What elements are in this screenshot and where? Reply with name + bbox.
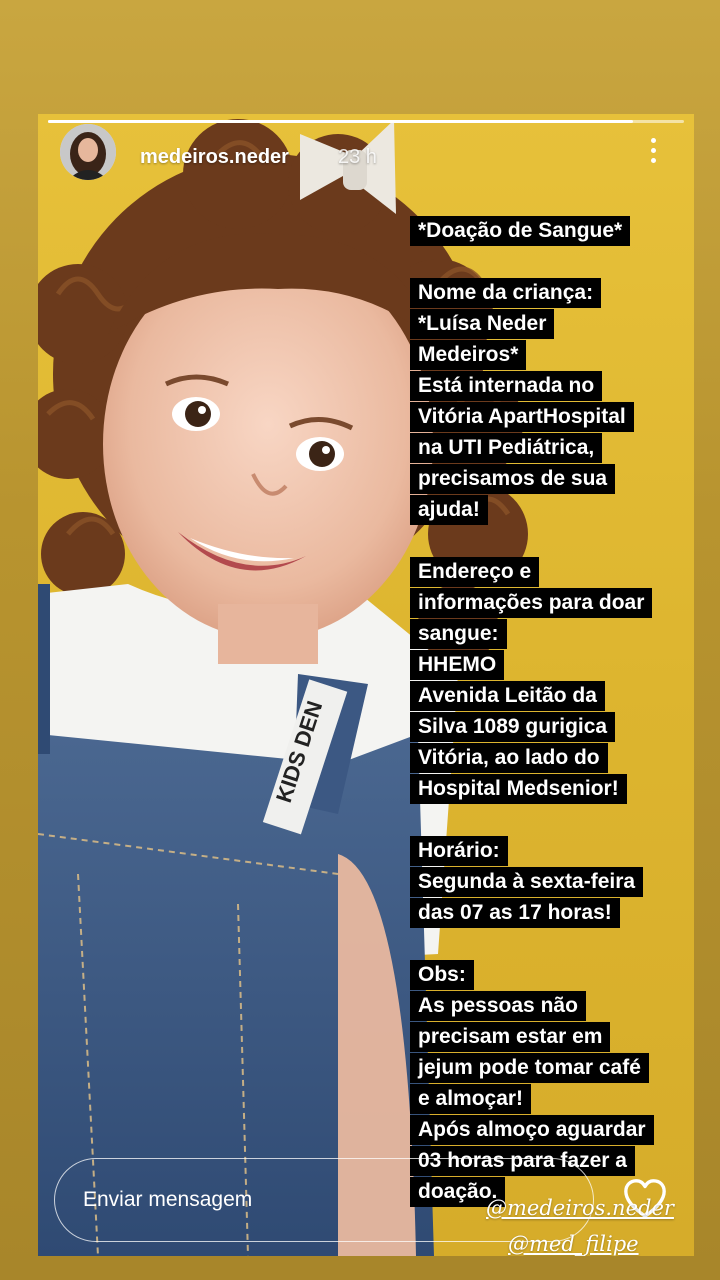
text-line: na UTI Pediátrica,: [410, 433, 602, 463]
text-line: ajuda!: [410, 495, 488, 525]
text-row: [410, 1115, 690, 1146]
mention-tag[interactable]: @med_filipe: [508, 1232, 639, 1256]
text-line: e almoçar!: [410, 1084, 531, 1114]
story-viewer[interactable]: [38, 114, 694, 1256]
text-row: [410, 1022, 690, 1053]
text-row: [410, 1053, 690, 1084]
text-row: [410, 557, 690, 588]
story-text: [410, 216, 690, 1208]
text-line: Vitória, ao lado do: [410, 743, 608, 773]
text-row: [410, 743, 690, 774]
more-options-button[interactable]: [638, 132, 668, 168]
text-gap: [410, 247, 690, 278]
text-line: Após almoço aguardar: [410, 1115, 654, 1145]
mention-tag[interactable]: @medeiros.neder: [486, 1196, 674, 1220]
text-row: [410, 867, 690, 898]
text-line: *Luísa Neder: [410, 309, 554, 339]
text-gap: [410, 929, 690, 960]
text-row: [410, 340, 690, 371]
text-line: Vitória ApartHospital: [410, 402, 634, 432]
text-line: Endereço e: [410, 557, 539, 587]
text-gap: [410, 805, 690, 836]
text-row: [410, 588, 690, 619]
story-progress-bar: [48, 120, 684, 123]
text-row: [410, 650, 690, 681]
text-row: [410, 402, 690, 433]
text-line: informações para doar: [410, 588, 652, 618]
story-username[interactable]: medeiros.neder: [140, 146, 289, 168]
text-line: Hospital Medsenior!: [410, 774, 627, 804]
text-line: jejum pode tomar café: [410, 1053, 649, 1083]
text-line: Silva 1089 gurigica: [410, 712, 615, 742]
text-row: [410, 619, 690, 650]
text-row: [410, 371, 690, 402]
text-row: [410, 1084, 690, 1115]
text-row: [410, 960, 690, 991]
text-row: [410, 309, 690, 340]
text-row: [410, 278, 690, 309]
avatar-image: [60, 124, 116, 180]
text-row: [410, 991, 690, 1022]
story-progress-fill: [48, 120, 633, 123]
text-line: sangue:: [410, 619, 507, 649]
text-line: Segunda à sexta-feira: [410, 867, 643, 897]
text-line: 03 horas para fazer a: [410, 1146, 635, 1176]
more-dots-icon: [651, 138, 656, 143]
text-line: Obs:: [410, 960, 474, 990]
text-line: Avenida Leitão da: [410, 681, 605, 711]
text-line: Nome da criança:: [410, 278, 601, 308]
text-row: [410, 464, 690, 495]
story-timestamp: 23 h: [338, 146, 377, 168]
text-line: precisamos de sua: [410, 464, 615, 494]
text-row: [410, 495, 690, 526]
text-row: [410, 216, 690, 247]
text-line: Medeiros*: [410, 340, 526, 370]
text-line: *Doação de Sangue*: [410, 216, 630, 246]
text-row: [410, 836, 690, 867]
text-row: [410, 433, 690, 464]
text-row: [410, 712, 690, 743]
text-row: [410, 898, 690, 929]
shirt-print: KIDS DEN: [270, 697, 328, 806]
text-line: HHEMO: [410, 650, 504, 680]
text-line: As pessoas não: [410, 991, 586, 1021]
text-line: doação.: [410, 1177, 505, 1207]
text-line: Está internada no: [410, 371, 602, 401]
text-line: Horário:: [410, 836, 508, 866]
profile-avatar[interactable]: [60, 124, 116, 180]
text-line: precisam estar em: [410, 1022, 610, 1052]
text-line: das 07 as 17 horas!: [410, 898, 620, 928]
text-row: [410, 774, 690, 805]
text-row: [410, 681, 690, 712]
text-gap: [410, 526, 690, 557]
